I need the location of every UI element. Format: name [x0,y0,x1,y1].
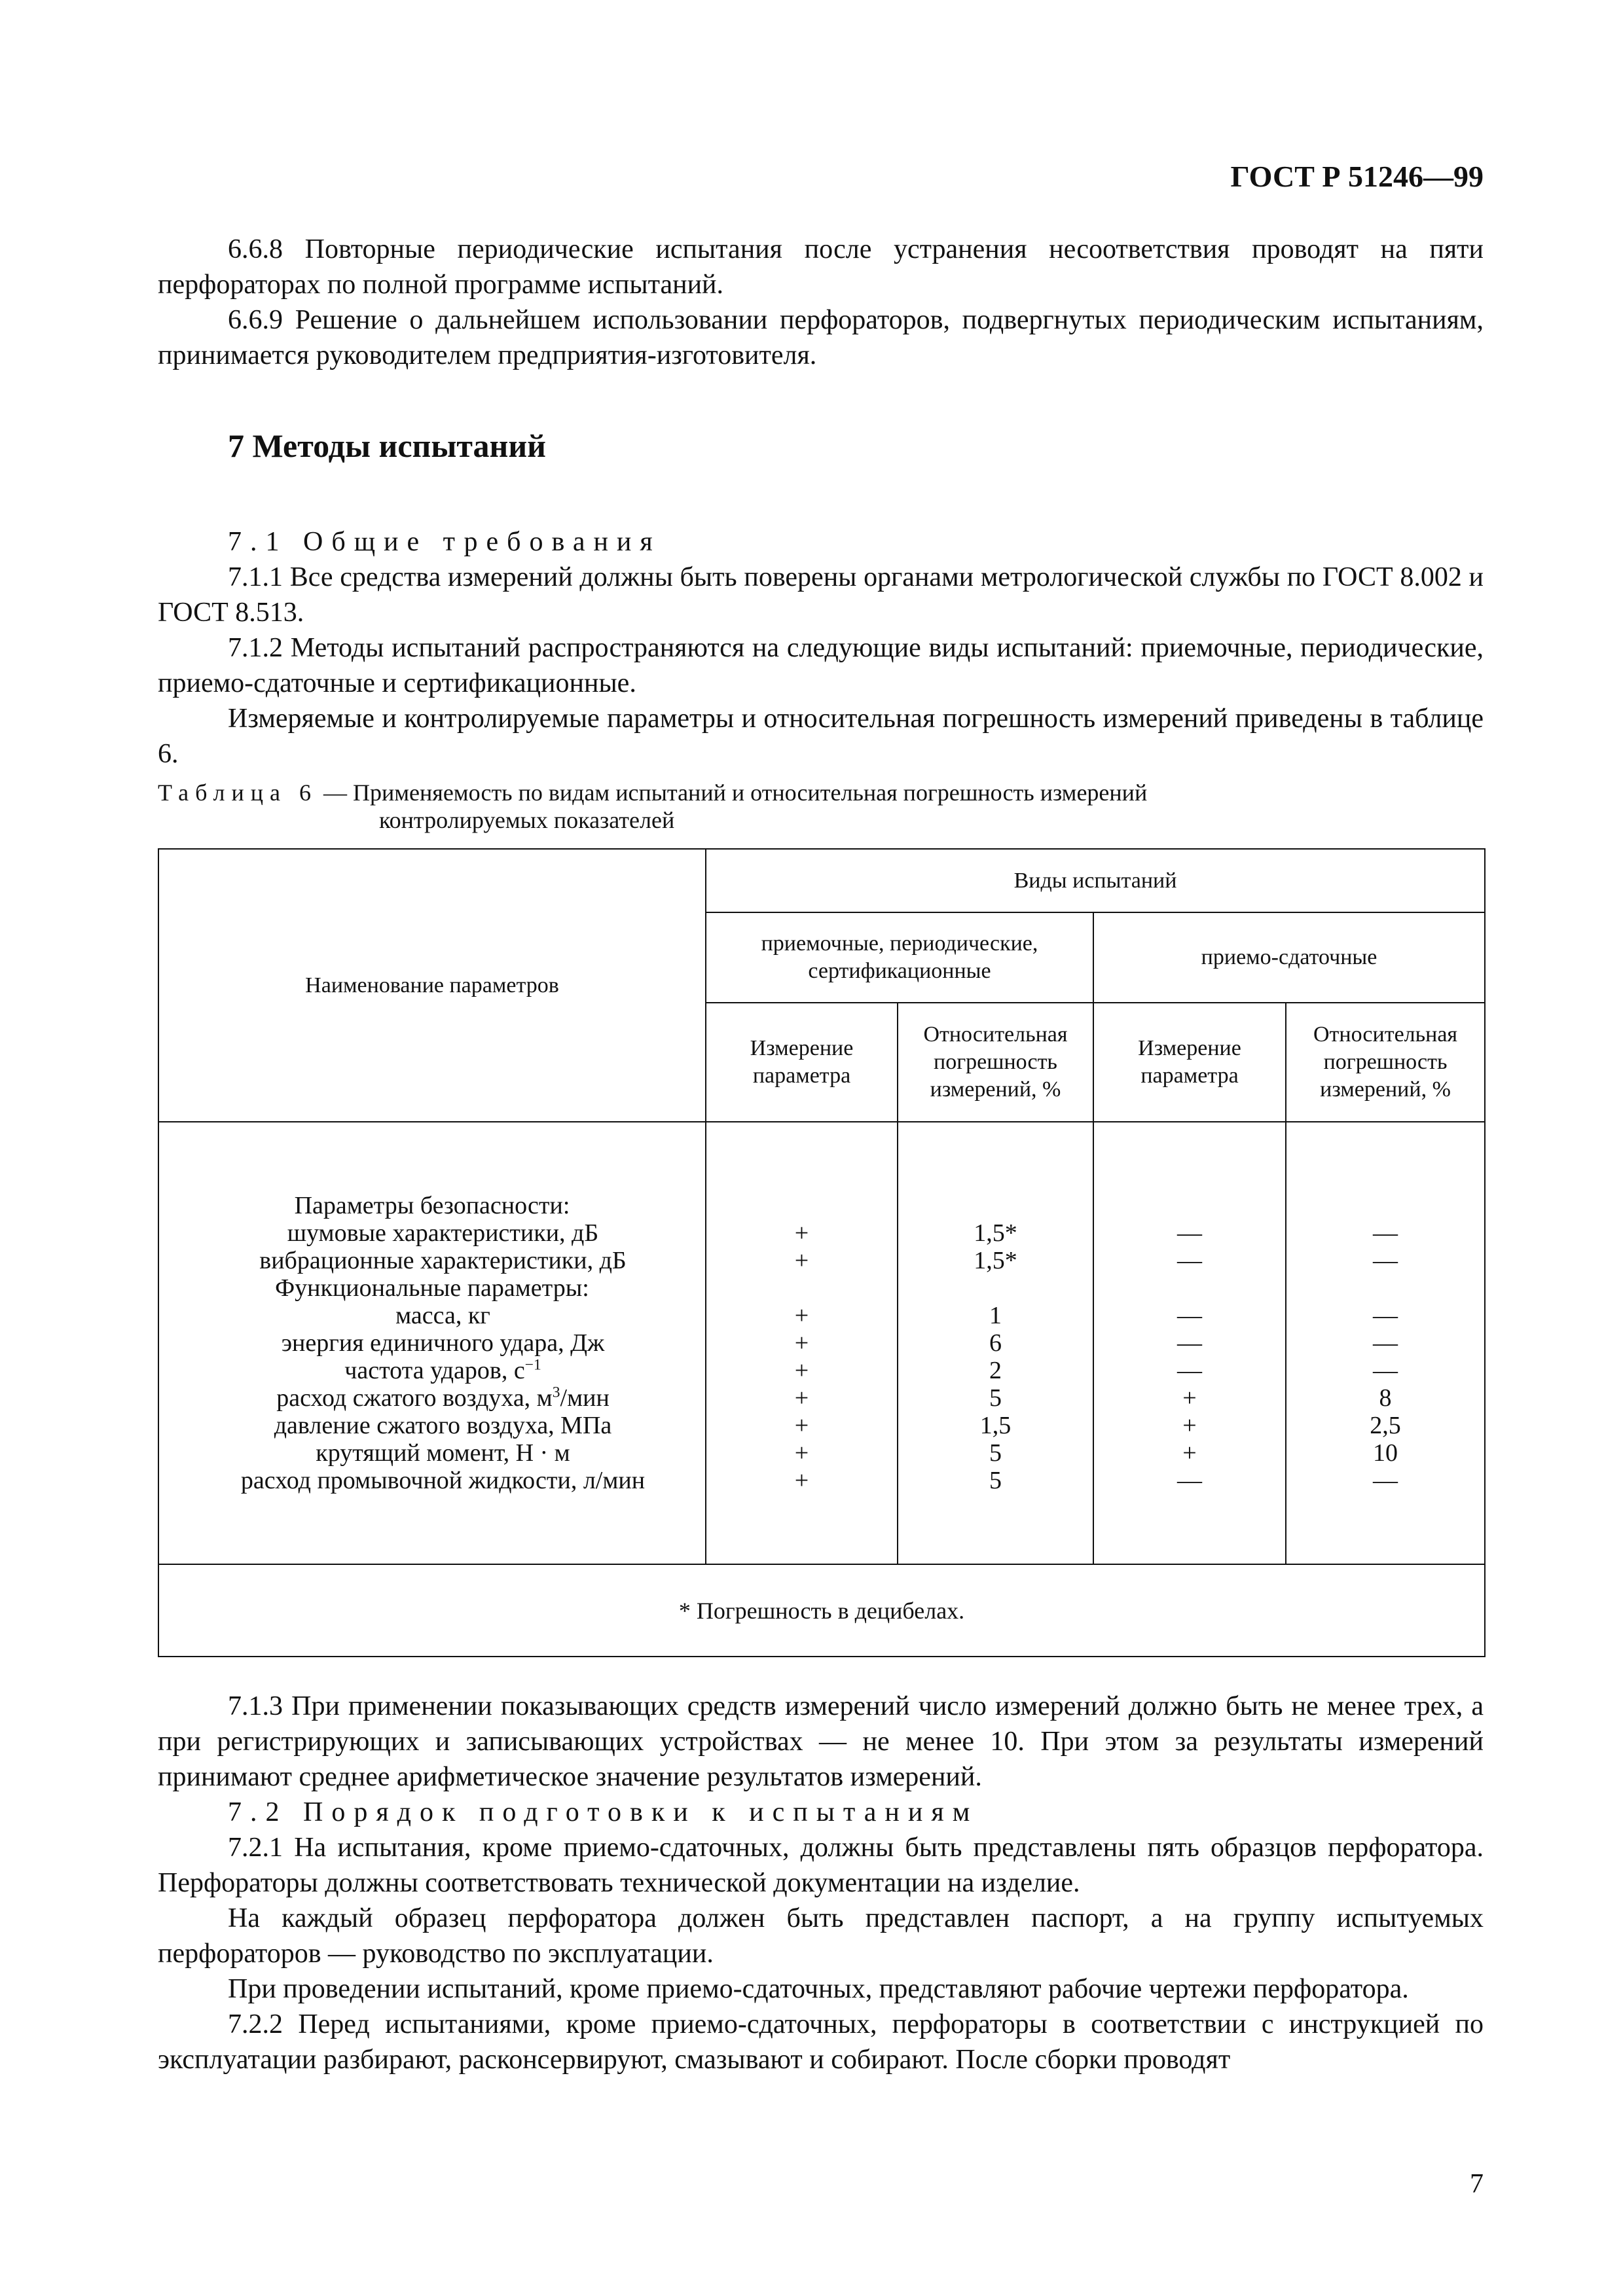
row-cell-c3 [1094,1192,1285,1219]
row-cell-c4 [1286,1274,1484,1302]
document-number: ГОСТ Р 51246—99 [1230,160,1484,193]
table-body-col-3 [1093,1122,1286,1564]
row-name: энергия единичного удара, Дж [281,1329,605,1357]
row-cell-c1: + [794,1412,809,1439]
paragraph-table-ref: Измеряемые и контролируемые параметры и относительная погрешность измерений приведены в таблице 6. [158,704,1484,769]
row-name: расход сжатого воздуха, $м^3$/мин [276,1384,610,1412]
header-group-1: приемочные, периодические, сертификационные [706,912,1093,1003]
paragraph-7-2-2: 7.2.2 Перед испытаниями, кроме приемо-сдаточных, перфораторы в соответствии с инструкцией по эксплуатации разбирают, расконсервируют, смазывают и собирают. После сборки проводят [158,2009,1484,2075]
header-param-name: Наименование параметров [158,849,706,1122]
paragraph-7-1-1: 7.1.1 Все средства измерений должны быть поверены органами метрологической службы по ГОСТ 8.002 и ГОСТ 8.513. [158,562,1484,628]
table-footnote: * Погрешность в децибелах. [158,1564,1485,1657]
header-group-2: приемо-сдаточные [1093,912,1485,1003]
row-cell-c4: 8 [1379,1384,1392,1412]
row-cell-c1: + [794,1357,809,1384]
row-cell-c4: — [1373,1247,1398,1274]
header-error-1: Относительная погрешность измерений, % [898,1003,1093,1122]
table-body-col-1 [706,1122,898,1564]
row-cell-c2: 1,5* [974,1219,1017,1247]
row-cell-c4 [1286,1192,1484,1219]
section-title: 7 Методы испытаний [228,427,546,464]
row-cell-c3 [1094,1274,1285,1302]
row-cell-c3: + [1182,1412,1197,1439]
paragraph-7-1-2: 7.1.2 Методы испытаний распространяются на следующие виды испытаний: приемочные, периодические, приемо-сдаточные и сертификационные. [158,633,1484,698]
subsection-7-1-title: 7.1 Общие требования [228,527,661,557]
row-cell-c2: 1 [989,1302,1002,1329]
row-cell-c4: — [1373,1329,1398,1357]
row-cell-c1: + [794,1329,809,1357]
row-name: давление сжатого воздуха, МПа [274,1412,612,1439]
row-cell-c4: — [1373,1357,1398,1384]
row-cell-c1: + [794,1302,809,1329]
row-cell-c2: 2 [989,1357,1002,1384]
row-cell-c4: 2,5 [1370,1412,1401,1439]
row-cell-c1: + [794,1439,809,1467]
table-caption [158,779,1484,834]
header-measure-2: Измерение параметра [1093,1003,1286,1122]
paragraph-passport: На каждый образец перфоратора должен быть представлен паспорт, а на группу испытуемых перфораторов — руководство по эксплуатации. [158,1903,1484,1969]
row-cell-c1 [706,1192,897,1219]
row-cell-c1 [706,1274,897,1302]
row-cell-c4: — [1373,1302,1398,1329]
row-cell-c3: — [1177,1357,1202,1384]
header-error-2: Относительная погрешность измерений, % [1286,1003,1485,1122]
paragraph-6-6-8: 6.6.8 Повторные периодические испытания после устранения несоответствия проводят на пяти перфораторах по полной программе испытаний. [158,234,1484,300]
row-cell-c1: + [794,1467,809,1494]
paragraph-7-2-1: 7.2.1 На испытания, кроме приемо-сдаточных, должны быть представлены пять образцов перфоратора. Перфораторы должны соответствовать технической документации на изделие. [158,1833,1484,1898]
row-cell-c3: — [1177,1219,1202,1247]
subsection-7-2-title: 7.2 Порядок подготовки к испытаниям [228,1797,979,1827]
row-cell-c4: — [1373,1467,1398,1494]
table-caption-line2: контролируемых показателей [379,807,675,833]
row-cell-c2 [898,1192,1093,1219]
paragraph-drawings: При проведении испытаний, кроме приемо-сдаточных, представляют рабочие чертежи перфоратора. [228,1974,1409,2004]
row-name: расход промывочной жидкости, л/мин [240,1467,646,1494]
row-cell-c1: + [794,1219,809,1247]
table-caption-text: — Применяемость по видам испытаний и относительная погрешность измерений [317,780,1148,806]
header-measure-1: Измерение параметра [706,1003,898,1122]
row-name: вибрационные характеристики, дБ [259,1247,627,1274]
row-name: масса, кг [395,1302,490,1329]
header-test-types: Виды испытаний [706,849,1485,912]
row-cell-c4: 10 [1373,1439,1398,1467]
row-cell-c1: + [794,1384,809,1412]
row-cell-c2: 1,5 [979,1412,1012,1439]
section-7-1-3-and-7-2 [158,1689,1484,2077]
row-cell-c2: 5 [989,1467,1002,1494]
row-cell-c3: + [1182,1384,1197,1412]
row-cell-c3: + [1182,1439,1197,1467]
section-7-1 [158,524,1484,772]
row-cell-c2 [898,1274,1093,1302]
table-6 [158,848,1486,1657]
table-body-col-4 [1286,1122,1485,1564]
row-name: частота ударов, $с^{-1}$ [344,1356,541,1384]
page-number: 7 [1470,2169,1484,2199]
row-name: Параметры безопасности: [294,1192,570,1219]
row-cell-c3: — [1177,1467,1202,1494]
table-body-names [158,1122,706,1564]
paragraph-7-1-3: 7.1.3 При применении показывающих средств измерений число измерений должно быть не менее трех, а при регистрирующих и записывающих устройствах — не менее 10. При этом за результаты измерений принимают среднее арифметическое значение результатов измерений. [158,1691,1484,1792]
row-name: шумовые характеристики, дБ [287,1219,599,1247]
row-cell-c3: — [1177,1329,1202,1357]
row-cell-c2: 5 [989,1384,1002,1412]
row-cell-c4: — [1373,1219,1398,1247]
row-cell-c1: + [794,1247,809,1274]
row-cell-c3: — [1177,1302,1202,1329]
paragraph-6-6-9: 6.6.9 Решение о дальнейшем использовании перфораторов, подвергнутых периодическим испытаниям, принимается руководителем предприятия-изготовителя. [158,305,1484,370]
row-cell-c2: 6 [989,1329,1002,1357]
paragraphs-top [158,232,1484,373]
row-cell-c3: — [1177,1247,1202,1274]
table-body-col-2 [898,1122,1093,1564]
table-caption-lead: Таблица 6 [158,780,318,806]
row-cell-c2: 1,5* [974,1247,1017,1274]
row-name: Функциональные параметры: [275,1274,589,1302]
row-cell-c2: 5 [989,1439,1002,1467]
row-name: крутящий момент, Н · м [316,1439,570,1467]
